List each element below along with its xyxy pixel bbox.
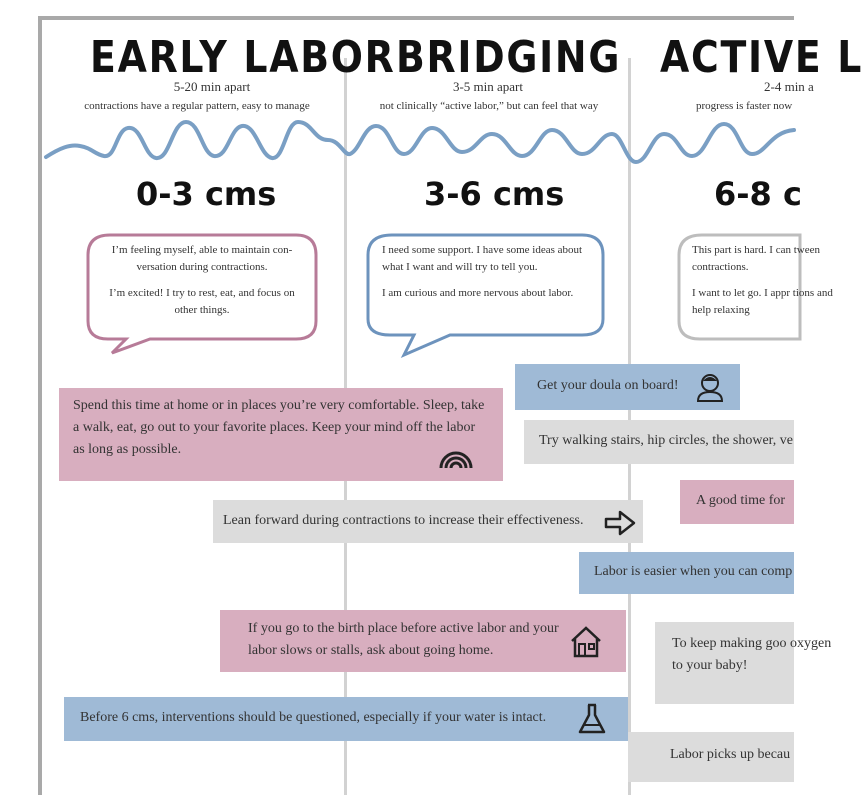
- bubble-text-bridging: [382, 242, 590, 311]
- banner-keep-making: [655, 622, 832, 704]
- phase-title-early-labor: EARLY LABOR: [90, 32, 396, 83]
- banner-doula-text: Get your doula on board!: [537, 378, 679, 393]
- bubble-text-early: [102, 242, 302, 328]
- banner-interventions-text: Before 6 cms, interventions should be questioned, especially if your water is intact.: [80, 710, 547, 725]
- arrow-right-icon: [604, 510, 636, 536]
- banner-keep-making-text: To keep making goo oxygen to your baby!: [672, 636, 832, 673]
- banner-interventions: [64, 697, 628, 741]
- phase-interval-active: 2-4 min a: [764, 79, 814, 94]
- rainbow-icon: [438, 446, 474, 470]
- cms-label-bridging: 3-6 cms: [424, 175, 565, 213]
- phase-desc-active: progress is faster now: [696, 100, 793, 112]
- phase-desc-early: contractions have a regular pattern, easy to manage: [84, 100, 310, 112]
- house-icon: [569, 625, 603, 659]
- banner-picks-up: [628, 732, 794, 782]
- phase-interval-bridging: 3-5 min apart: [452, 79, 524, 94]
- bubble-active-line-2: I want to let go. I appr tions and help relaxing: [692, 287, 833, 316]
- banner-walking-text: Try walking stairs, hip circles, the shower, ve: [539, 433, 793, 448]
- banner-birth-place: [220, 610, 626, 672]
- bubble-text-active: [692, 242, 852, 328]
- cms-label-active: 6-8 c: [714, 175, 802, 213]
- bubble-bridging-line-2: I am curious and more nervous about labor.: [382, 287, 574, 299]
- bubble-early-line-1: I’m feeling myself, able to maintain con-versation during contractions.: [111, 244, 293, 273]
- banner-lean-text: Lean forward during contractions to increase their effectiveness.: [223, 513, 584, 528]
- banner-good-time-text: A good time for: [696, 493, 786, 508]
- banner-home: [59, 388, 503, 481]
- phase-desc-bridging: not clinically “active labor,” but can feel that way: [379, 100, 599, 112]
- banner-good-time: [680, 480, 794, 524]
- bubble-active-line-1: This part is hard. I can tween contractions.: [692, 244, 820, 273]
- bubble-bridging-line-1: I need some support. I have some ideas about what I want and will try to tell you.: [382, 244, 583, 273]
- banner-easier: [579, 552, 794, 594]
- flask-icon: [576, 702, 608, 736]
- frame-top-border: [38, 16, 794, 20]
- banner-birth-place-text: If you go to the birth place before active labor and your labor slows or stalls, ask about going home.: [248, 621, 559, 658]
- banner-easier-text: Labor is easier when you can comp: [594, 564, 793, 579]
- bubble-early-line-2: I’m excited! I try to rest, eat, and focus on other things.: [109, 287, 295, 316]
- banner-picks-up-text: Labor picks up becau: [670, 747, 791, 762]
- banner-home-text: Spend this time at home or in places you’re very comfortable. Sleep, take a walk, eat, go out to your favorite places. Keep your mind off the labor as long as possible.: [73, 398, 485, 457]
- phase-interval-early: 5-20 min apart: [173, 79, 251, 94]
- wavy-divider-line: [0, 110, 794, 170]
- phase-title-bridging: BRIDGING: [396, 32, 622, 83]
- phase-title-active-labor: ACTIVE L: [660, 32, 863, 83]
- cms-label-early: 0-3 cms: [136, 175, 277, 213]
- doula-person-icon: [694, 371, 726, 403]
- banner-walking: [524, 420, 794, 464]
- banner-lean-forward: [213, 500, 643, 543]
